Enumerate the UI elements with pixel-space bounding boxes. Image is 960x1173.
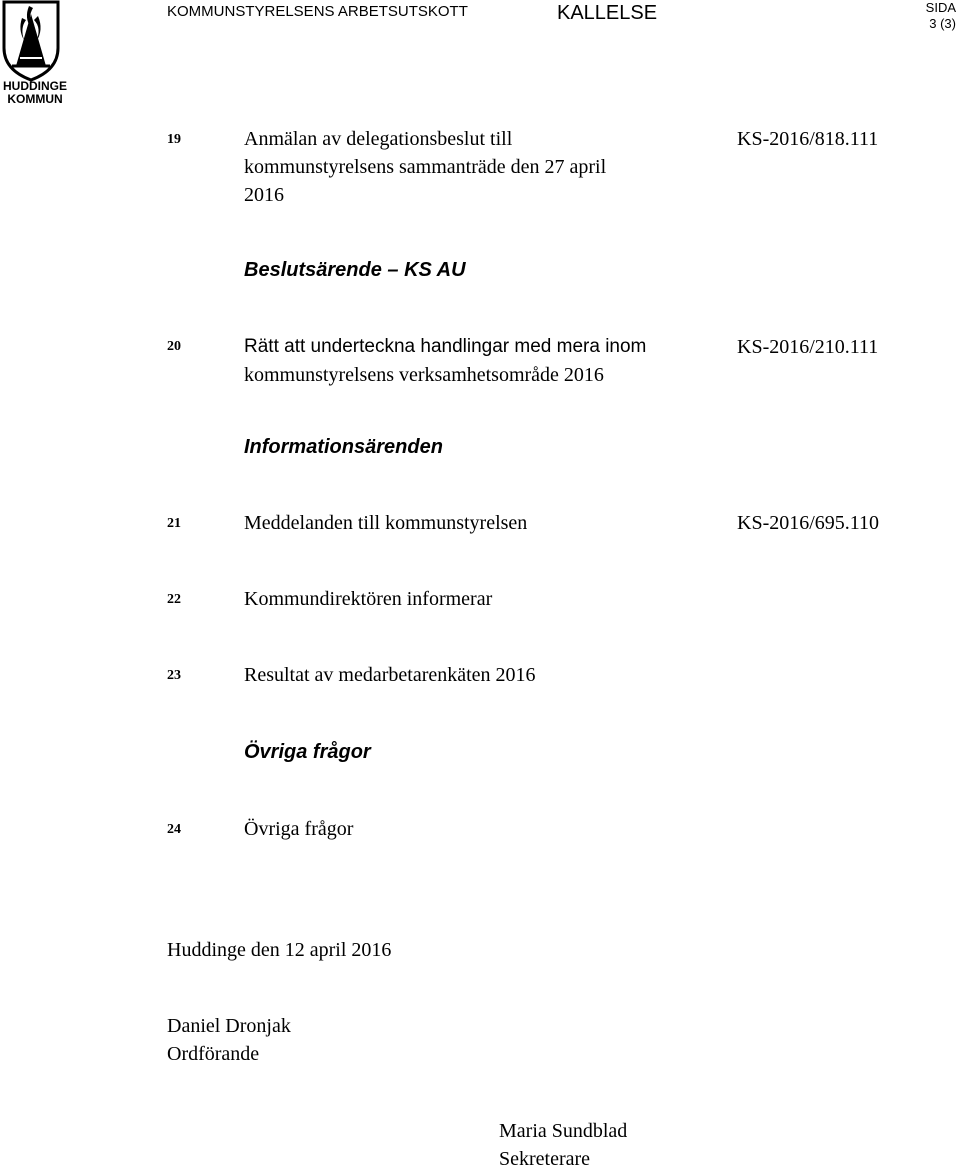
- item-dnr: KS-2016/818.111: [737, 128, 879, 150]
- secretary-name: Maria Sundblad: [499, 1120, 628, 1142]
- item-number: 22: [167, 592, 181, 607]
- place-and-date: Huddinge den 12 april 2016: [167, 939, 392, 961]
- item-title: [244, 585, 704, 613]
- item-number: 21: [167, 516, 181, 531]
- item-title-line: 2016: [244, 184, 284, 206]
- item-title-line: kommunstyrelsens verksamhetsområde 2016: [244, 364, 604, 386]
- item-title: [244, 361, 704, 389]
- item-title: [244, 815, 704, 843]
- item-number: 23: [167, 668, 181, 683]
- item-number: 19: [167, 132, 181, 147]
- chair-name: Daniel Dronjak: [167, 1015, 291, 1037]
- item-number: 24: [167, 822, 181, 837]
- page-value: 3 (3): [929, 16, 956, 31]
- logo-line-2: KOMMUN: [7, 92, 63, 106]
- item-dnr: KS-2016/695.110: [737, 512, 880, 534]
- page-indicator: [890, 0, 956, 32]
- secretary-title: Sekreterare: [499, 1148, 591, 1170]
- item-title: [244, 661, 704, 689]
- section-heading-info: Informationsärenden: [244, 436, 443, 458]
- logo-line-1: HUDDINGE: [2, 79, 67, 93]
- item-title-line: Rätt att underteckna handlingar med mera inom: [244, 336, 647, 357]
- item-title-line: Övriga frågor: [244, 818, 354, 840]
- item-title: [244, 509, 704, 537]
- item-title-line: Meddelanden till kommunstyrelsen: [244, 512, 528, 534]
- item-title: [244, 333, 704, 361]
- item-title-line: Resultat av medarbetarenkäten 2016: [244, 664, 536, 686]
- section-heading-ovriga: Övriga frågor: [244, 741, 371, 763]
- item-title-line: kommunstyrelsens sammanträde den 27 april: [244, 156, 607, 178]
- item-title: [244, 125, 704, 209]
- chair-title: Ordförande: [167, 1043, 260, 1065]
- section-heading-beslut: Beslutsärende – KS AU: [244, 259, 466, 281]
- signature-block-secretary: [499, 1117, 627, 1173]
- page-label: SIDA: [925, 0, 956, 15]
- signature-block-chair: [167, 1012, 291, 1068]
- coat-of-arms-icon: [0, 0, 62, 82]
- item-title-line: Anmälan av delegationsbeslut till: [244, 128, 513, 150]
- header-organ: KOMMUNSTYRELSENS ARBETSUTSKOTT: [167, 3, 468, 20]
- document-type: KALLELSE: [557, 2, 658, 24]
- item-title-line: Kommundirektören informerar: [244, 588, 493, 610]
- item-dnr: KS-2016/210.111: [737, 336, 879, 358]
- item-number: 20: [167, 339, 181, 354]
- huddinge-logo: [0, 0, 70, 110]
